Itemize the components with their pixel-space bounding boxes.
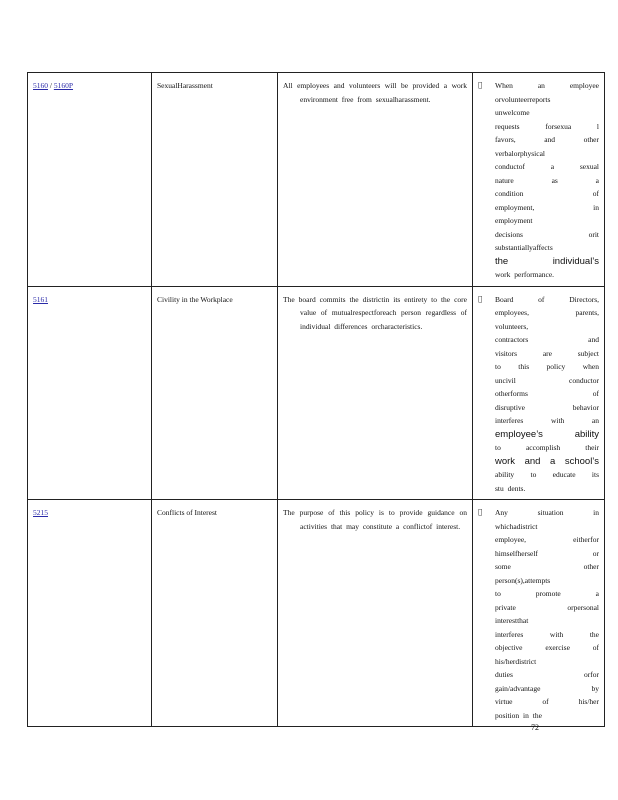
detail-line: Board of Directors, bbox=[495, 294, 599, 304]
policy-table bbox=[27, 72, 605, 727]
detail-line: employee’s ability bbox=[495, 428, 599, 440]
page-number: 72 bbox=[531, 723, 539, 732]
detail-line: uncivil conductor bbox=[495, 375, 599, 385]
detail-line: When an employee bbox=[495, 81, 599, 90]
policy-code-cell bbox=[28, 73, 152, 287]
detail-line: person(s),attempts bbox=[495, 575, 551, 585]
detail-line: requests forsexua l bbox=[495, 121, 599, 131]
detail-line: objective exercise of bbox=[495, 643, 599, 652]
detail-text bbox=[495, 293, 599, 496]
detail-text bbox=[495, 79, 599, 282]
policy-description-cell bbox=[278, 73, 473, 287]
detail-line: himselfherself or bbox=[495, 548, 599, 558]
detail-line: condition of bbox=[495, 189, 599, 198]
detail-line: employee, eitherfor bbox=[495, 535, 599, 544]
policy-code-link[interactable]: 5160P bbox=[53, 81, 74, 90]
detail-line: visitors are subject bbox=[495, 348, 599, 358]
policy-description-cell bbox=[278, 286, 473, 500]
detail-line: work performance. bbox=[495, 270, 555, 279]
policy-description: All employees and volunteers will be provided a work environment free from sexualharassment. bbox=[283, 81, 467, 104]
bullet-icon bbox=[478, 506, 495, 722]
policy-detail-cell bbox=[473, 286, 605, 500]
detail-line: employment bbox=[495, 216, 533, 225]
bulleted-detail bbox=[478, 293, 599, 496]
policy-code-link[interactable]: 5160 bbox=[33, 81, 48, 90]
detail-line: duties orfor bbox=[495, 670, 599, 679]
detail-line: his/herdistrict bbox=[495, 656, 537, 666]
detail-line: interferes with the bbox=[495, 629, 599, 639]
detail-line: favors, and other bbox=[495, 135, 599, 144]
detail-line: the individual’s bbox=[495, 255, 599, 267]
policy-detail-cell bbox=[473, 500, 605, 727]
detail-line: verbalorphysical bbox=[495, 148, 545, 158]
detail-line: substantiallyaffects bbox=[495, 243, 553, 252]
detail-line: unwelcome bbox=[495, 108, 530, 117]
policy-code-cell bbox=[28, 500, 152, 727]
bullet-icon bbox=[478, 79, 495, 282]
detail-line: whichadistrict bbox=[495, 521, 538, 531]
policy-detail-cell bbox=[473, 73, 605, 287]
table-row bbox=[28, 286, 605, 500]
detail-line: employment, in bbox=[495, 202, 599, 212]
detail-line: stu dents. bbox=[495, 483, 526, 493]
detail-line: to accomplish their bbox=[495, 443, 599, 452]
policy-code-cell bbox=[28, 286, 152, 500]
detail-line: some other bbox=[495, 562, 599, 571]
detail-line: decisions orit bbox=[495, 229, 599, 239]
policy-description: The purpose of this policy is to provide guidance on activities that may constitute a conflictof interest. bbox=[283, 508, 467, 531]
policy-title: Conflicts of Interest bbox=[152, 500, 278, 727]
table-row bbox=[28, 500, 605, 727]
detail-line: private orpersonal bbox=[495, 602, 599, 612]
detail-line: otherforms of bbox=[495, 389, 599, 398]
detail-line: ability to educate its bbox=[495, 470, 599, 479]
detail-line: interferes with an bbox=[495, 416, 599, 425]
detail-line: nature as a bbox=[495, 175, 599, 185]
policy-title: SexualHarassment bbox=[152, 73, 278, 287]
detail-line: interestthat bbox=[495, 616, 529, 625]
policy-title: Civility in the Workplace bbox=[152, 286, 278, 500]
detail-line: disruptive behavior bbox=[495, 402, 599, 412]
policy-description: The board commits the districtin its entirety to the core value of mutualrespectforeach person regardless of individual differences orcharacteristics. bbox=[283, 294, 467, 331]
detail-line: employees, parents, bbox=[495, 308, 599, 317]
detail-line: position in the bbox=[495, 710, 542, 720]
detail-text bbox=[495, 506, 599, 722]
bulleted-detail bbox=[478, 506, 599, 722]
policy-description-cell bbox=[278, 500, 473, 727]
detail-line: work and a school’s bbox=[495, 455, 599, 467]
table-row bbox=[28, 73, 605, 287]
detail-line: Any situation in bbox=[495, 508, 599, 517]
bullet-icon bbox=[478, 293, 495, 496]
detail-line: to promote a bbox=[495, 589, 599, 598]
bulleted-detail bbox=[478, 79, 599, 282]
detail-line: gain/advantage by bbox=[495, 683, 599, 693]
detail-line: to this policy when bbox=[495, 362, 599, 371]
detail-line: virtue of his/her bbox=[495, 697, 599, 706]
detail-line: contractors and bbox=[495, 335, 599, 344]
detail-line: orvolunteerreports bbox=[495, 94, 551, 104]
policy-code-link[interactable]: 5161 bbox=[33, 294, 48, 304]
detail-line: volunteers, bbox=[495, 321, 529, 331]
detail-line: conductof a sexual bbox=[495, 162, 599, 171]
policy-code-link[interactable]: 5215 bbox=[33, 508, 48, 517]
code-separator: / bbox=[48, 81, 54, 90]
